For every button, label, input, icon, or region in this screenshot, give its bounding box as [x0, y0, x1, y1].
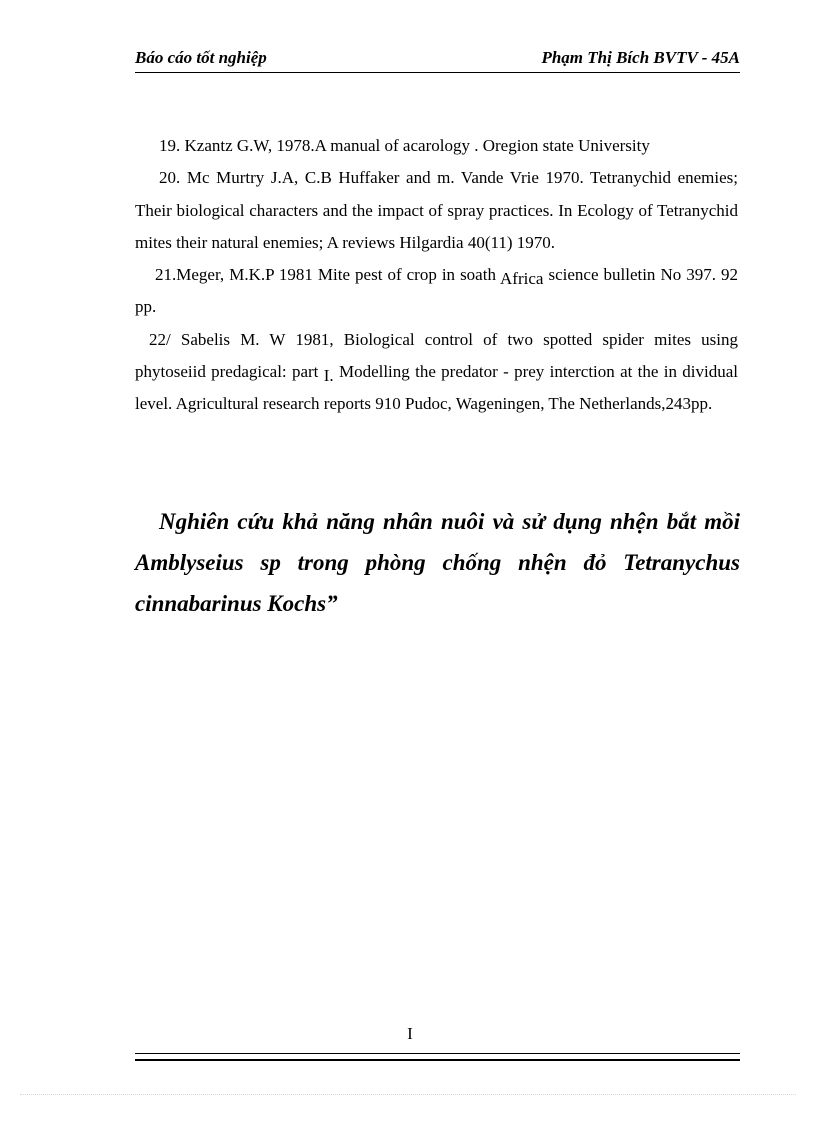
reference-21-part-a: 21.Meger, M.K.P 1981 Mite pest of crop in soath: [155, 265, 496, 285]
thesis-title-text: Nghiên cứu khả năng nhân nuôi và sử dụng nhện bắt mồi Amblyseius sp trong phòng chống nhện đỏ Tetranychus cinnabarinus Kochs”: [135, 509, 740, 616]
page-edge-divider: [20, 1094, 796, 1095]
reference-21-part-b: science bulletin No 397. 92 pp.: [135, 265, 738, 317]
page-header: [135, 46, 740, 73]
page-number: I: [407, 1024, 413, 1043]
reference-21-subscript: Africa: [500, 269, 544, 289]
reference-20: 20. Mc Murtry J.A, C.B Huffaker and m. Vande Vrie 1970. Tetranychid enemies; Their biological characters and the impact of spray practices. In Ecology of Tetranychid mites their natural enemies; A reviews Hilgardia 40(11) 1970.: [135, 168, 738, 252]
reference-21: [135, 259, 738, 324]
thesis-title: [135, 501, 740, 624]
header-author: Phạm Thị Bích BVTV - 45A: [541, 48, 740, 67]
reference-19: 19. Kzantz G.W, 1978.A manual of acarology . Oregion state University: [159, 136, 650, 155]
header-report-title: Báo cáo tốt nghiệp: [135, 48, 267, 67]
reference-22-part-a: 22/ Sabelis M. W 1981, Biological control of two spotted spider mites using phytoseiid predagical: part: [135, 329, 738, 382]
footer-rule: [135, 1053, 740, 1061]
reference-list: [135, 130, 738, 421]
reference-22: [135, 324, 738, 421]
reference-22-part-b: Modelling the predator - prey interction at the in dividual level. Agricultural research reports 910 Pudoc, Wageningen, The Netherlands,243pp.: [135, 362, 738, 414]
reference-22-subscript: I.: [323, 366, 334, 386]
